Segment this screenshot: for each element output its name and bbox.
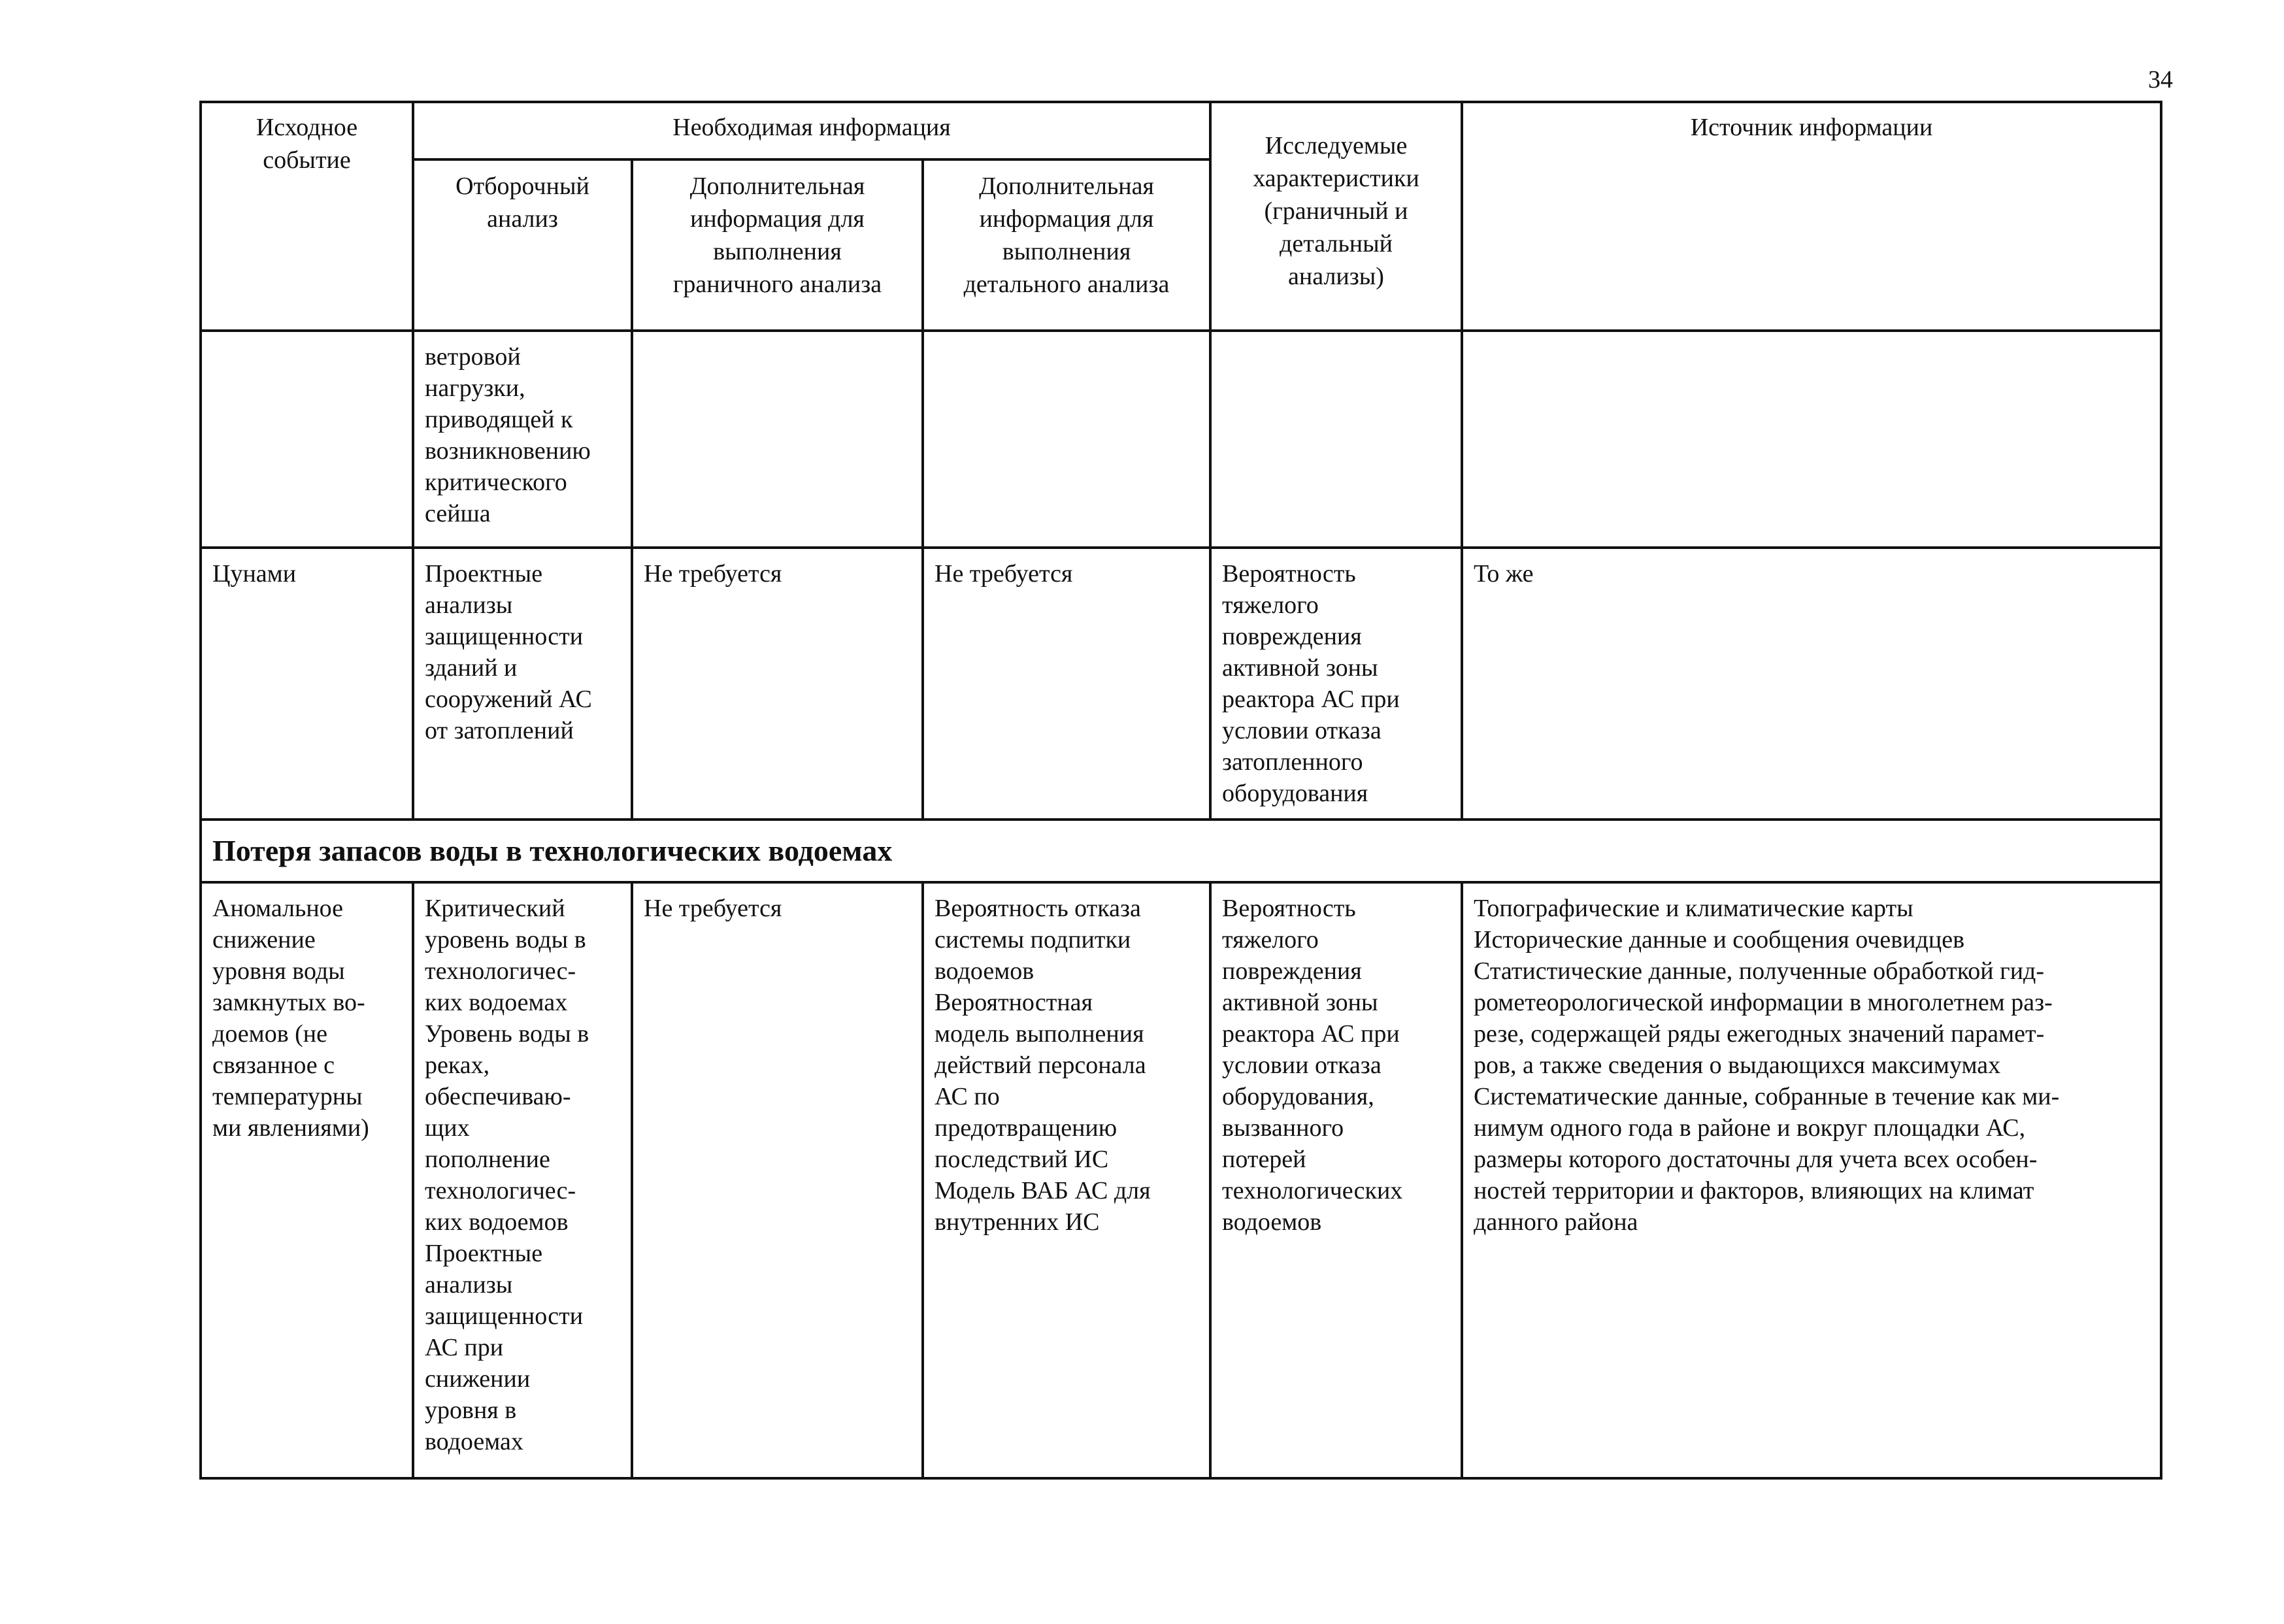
cell-boundary: Не требуется [632,882,923,1478]
cell-source: То же [1462,548,2161,820]
cell-event: Цунами [201,548,413,820]
header-characteristics: Исследуемые характеристики (граничный и детальный анализы) [1210,102,1462,331]
cell-source: Топографические и климатические карты Исторические данные и сообщения очевидцев Статистические данные, полученные обработкой гид- рометеорологической информации в многолетнем раз- резе, содержащей ряды ежегодных значений парамет- ров, а также сведения о выдающихся максимумах Систематические данные, собранные в течение как ми- нимум одного года в районе и вокруг площадки АС, размеры которого достаточны для учета всех особен- ностей территории и факторов, влияющих на климат данного района [1462,882,2161,1478]
cell-detailed [923,331,1210,548]
cell-characteristics: Вероятность тяжелого повреждения активной зоны реактора АС при условии отказа оборудования, вызванного потерей технологических водоемов [1210,882,1462,1478]
header-needed-info: Необходимая информация [413,102,1210,159]
cell-characteristics: Вероятность тяжелого повреждения активной зоны реактора АС при условии отказа затопленного оборудования [1210,548,1462,820]
cell-screening: Проектные анализы защищенности зданий и сооружений АС от затоплений [413,548,632,820]
cell-event [201,331,413,548]
header-detailed: Дополнительная информация для выполнения детального анализа [923,159,1210,331]
table-row [201,882,2161,1478]
cell-screening: Критический уровень воды в технологичес- ких водоемах Уровень воды в реках, обеспечиваю- щих пополнение технологичес- ких водоемов Проектные анализы защищенности АС при снижении уровня в водоемах [413,882,632,1478]
cell-event: Аномальное снижение уровня воды замкнутых во- доемов (не связанное с температурны ми явлениями) [201,882,413,1478]
cell-source [1462,331,2161,548]
table-header-row-1 [201,102,2161,159]
page-number: 34 [2148,66,2173,93]
table-row [201,548,2161,820]
header-event: Исходное событие [201,102,413,331]
section-row [201,820,2161,882]
cell-boundary: Не требуется [632,548,923,820]
header-source: Источник информации [1462,102,2161,331]
cell-detailed: Вероятность отказа системы подпитки водоемов Вероятностная модель выполнения действий персонала АС по предотвращению последствий ИС Модель ВАБ АС для внутренних ИС [923,882,1210,1478]
cell-detailed: Не требуется [923,548,1210,820]
section-title: Потеря запасов воды в технологических водоемах [201,820,2161,882]
table-row [201,331,2161,548]
header-boundary: Дополнительная информация для выполнения граничного анализа [632,159,923,331]
header-screening: Отборочный анализ [413,159,632,331]
requirements-table [199,101,2162,1480]
cell-screening: ветровой нагрузки, приводящей к возникновению критического сейша [413,331,632,548]
cell-boundary [632,331,923,548]
cell-characteristics [1210,331,1462,548]
